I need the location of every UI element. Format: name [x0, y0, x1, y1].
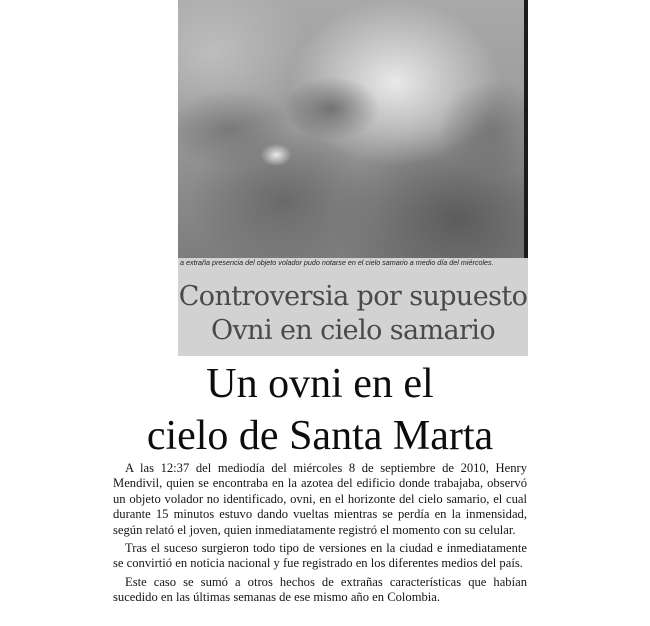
- ufo-sky-photo: [178, 0, 528, 258]
- article-title-line-2: cielo de Santa Marta: [146, 413, 494, 459]
- photo-border: [524, 0, 528, 258]
- photo-caption: a extraña presencia del objeto volador pudo notarse en el cielo samario a medio día del miércoles.: [180, 258, 494, 267]
- paragraph-1: A las 12:37 del mediodía del miércoles 8 de septiembre de 2010, Henry Mendivil, quien se encontraba en la azotea del edificio donde trabajaba, observó un objeto volador no identificado, ovni, en el horizonte del cielo samario, el cual durante 15 minutos estuvo dando vueltas mientras se perdía en la inmensidad, según relató el joven, quien inmediatamente registró el momento con su celular.: [113, 461, 527, 537]
- clipping-headline: [178, 280, 528, 348]
- newspaper-clipping: [178, 0, 528, 356]
- paragraph-2: Tras el suceso surgieron todo tipo de versiones en la ciudad e inmediatamente se convirtió en noticia nacional y fue registrado en los diferentes medios del país.: [113, 541, 527, 571]
- article-body: [113, 461, 527, 609]
- article-title: [100, 358, 540, 462]
- article-title-line-1: Un ovni en el: [206, 361, 434, 407]
- paragraph-3: Este caso se sumó a otros hechos de extrañas características que habían sucedido en las últimas semanas de ese mismo año en Colombia.: [113, 574, 527, 605]
- clipping-headline-line-1: Controversia por supuesto: [178, 281, 528, 312]
- clipping-headline-line-2: Ovni en cielo samario: [210, 315, 495, 346]
